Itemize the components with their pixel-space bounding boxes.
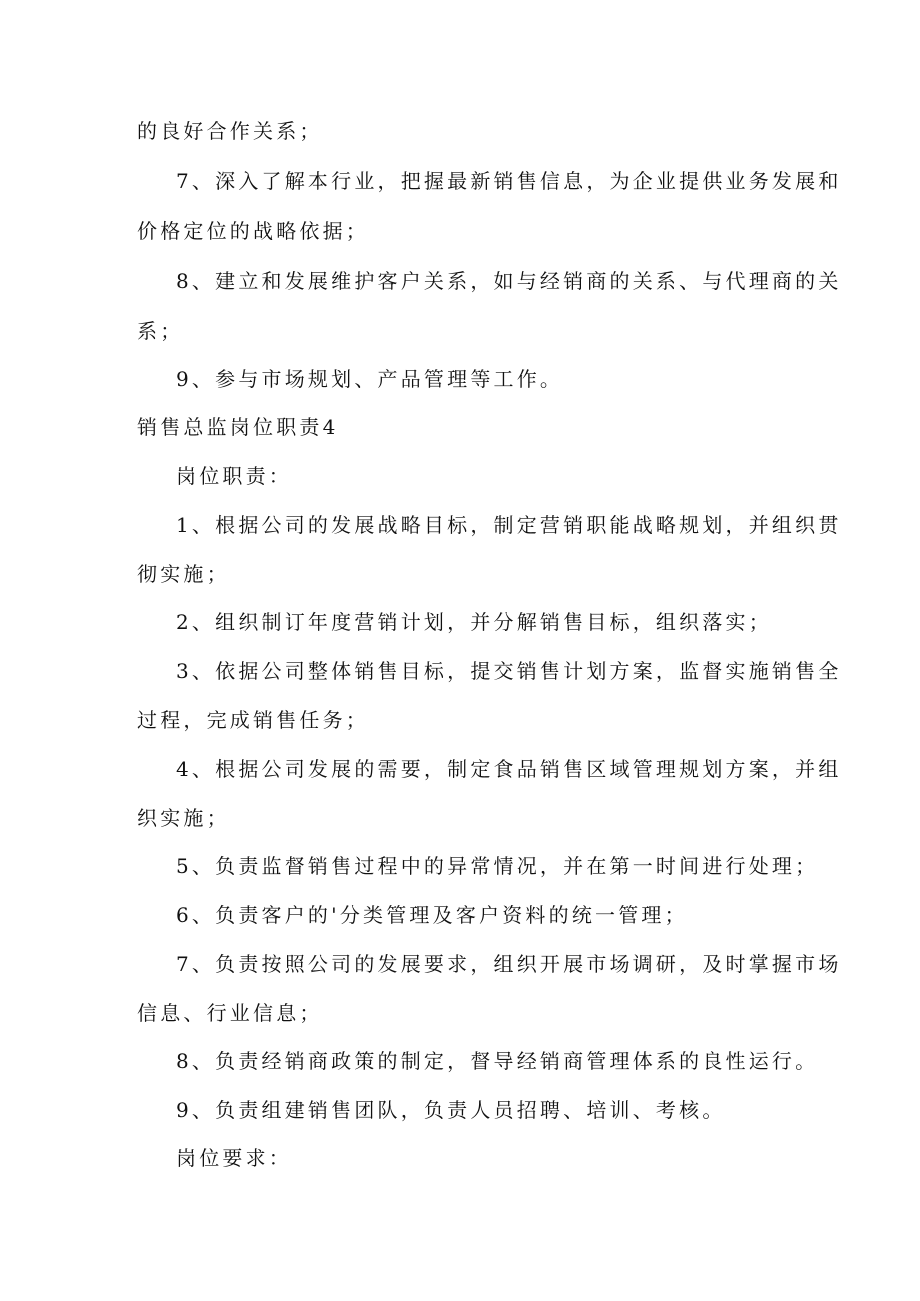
text-line: 5、负责监督销售过程中的异常情况，并在第一时间进行处理； (176, 854, 819, 878)
text-line: 价格定位的战略依据； (137, 219, 369, 243)
subsection-heading: 岗位职责： (176, 464, 292, 488)
text-line: 8、建立和发展维护客户关系，如与经销商的关系、与代理商的关 (176, 269, 842, 293)
text-line: 4、根据公司发展的需要，制定食品销售区域管理规划方案，并组 (176, 757, 842, 781)
text-line: 6、负责客户的'分类管理及客户资料的统一管理； (176, 903, 688, 927)
text-line: 彻实施； (137, 562, 230, 586)
text-line: 系； (137, 319, 184, 343)
text-line: 8、负责经销商政策的制定，督导经销商管理体系的良性运行。 (176, 1049, 819, 1073)
text-line: 2、组织制订年度营销计划，并分解销售目标，组织落实； (176, 610, 772, 634)
text-line: 织实施； (137, 806, 230, 830)
text-line: 信息、行业信息； (137, 1001, 323, 1025)
text-line: 9、参与市场规划、产品管理等工作。 (176, 367, 564, 391)
text-line: 过程，完成销售任务； (137, 708, 369, 732)
section-title: 销售总监岗位职责4 (137, 415, 339, 439)
text-line: 7、负责按照公司的发展要求，组织开展市场调研，及时掌握市场 (176, 952, 842, 976)
subsection-heading: 岗位要求： (176, 1146, 292, 1170)
text-line: 3、依据公司整体销售目标，提交销售计划方案，监督实施销售全 (176, 659, 842, 683)
text-line: 7、深入了解本行业，把握最新销售信息，为企业提供业务发展和 (176, 169, 842, 193)
text-line: 的良好合作关系； (137, 119, 323, 143)
text-line: 1、根据公司的发展战略目标，制定营销职能战略规划，并组织贯 (176, 513, 842, 537)
text-line: 9、负责组建销售团队，负责人员招聘、培训、考核。 (176, 1098, 726, 1122)
